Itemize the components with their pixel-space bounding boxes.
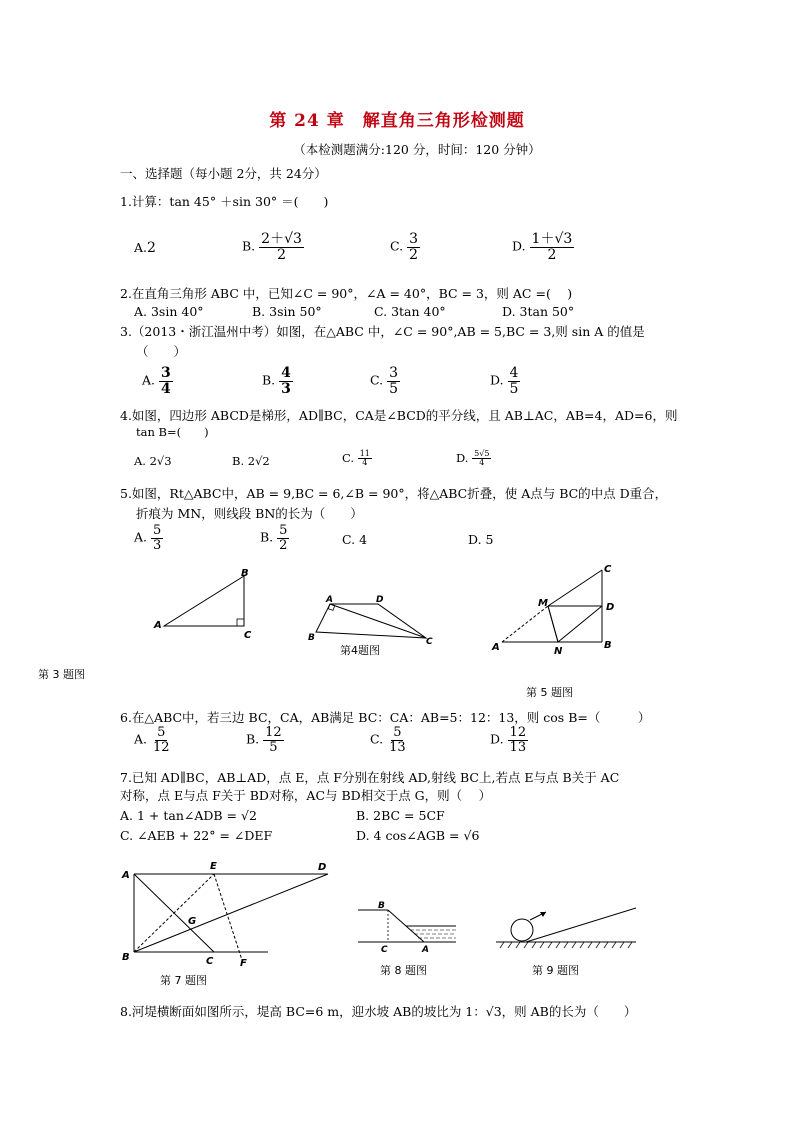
fig8-label-b: B bbox=[378, 901, 385, 911]
q3-stem: 3.（2013・浙江温州中考）如图，在△ABC 中，∠C = 90°,AB = 5,BC = 3,则 sin A 的值是 bbox=[120, 324, 645, 339]
q8-stem: 8.河堤横断面如图所示，堤高 BC=6 m，迎水坡 AB的坡比为 1：√3，则 AB的长为（ ） bbox=[120, 1004, 637, 1019]
fig7-label-e: E bbox=[210, 861, 217, 872]
fig4-label-a: A bbox=[326, 595, 333, 605]
fig5-label-m: M bbox=[538, 598, 548, 609]
fig5-label-d: D bbox=[606, 602, 615, 613]
q3-option-c: C. $\frac{3}{5}$ bbox=[370, 365, 398, 397]
q6-option-b: B. $\frac{12}{5}$ bbox=[246, 725, 282, 755]
section-heading: 一、选择题（每小题 2分，共 24分） bbox=[120, 166, 327, 181]
q1-option-d: D. $\frac{1+√3}{2}$ bbox=[512, 231, 573, 263]
fig7-label-b: B bbox=[122, 952, 130, 963]
q4-stem-cont: tan B=( ) bbox=[136, 425, 209, 439]
q5-option-a: A. $\frac{5}{3}$ bbox=[134, 523, 162, 553]
fig8-label-a: A bbox=[422, 945, 429, 955]
figure-4-caption: 第4题图 bbox=[340, 644, 380, 657]
q2-stem: 2.在直角三角形 ABC 中，已知∠C = 90°，∠A = 40°，BC = 3，则 AC =( ) bbox=[120, 286, 573, 301]
q6-option-d: D. $\frac{12}{13}$ bbox=[490, 725, 527, 755]
q1-option-c: C. $\frac{3}{2}$ bbox=[390, 231, 418, 263]
q5-option-c: C. 4 bbox=[342, 532, 368, 547]
fig5-label-c: C bbox=[604, 564, 612, 575]
figure-5-caption: 第 5 题图 bbox=[526, 686, 573, 699]
q1-option-b: B. $\frac{2+√3}{2}$ bbox=[242, 231, 302, 263]
q2-option-c: C. 3tan 40° bbox=[374, 304, 446, 319]
figure-7-construction bbox=[118, 856, 342, 970]
figure-9-slope-ball bbox=[490, 898, 640, 958]
fig4-label-d: D bbox=[376, 595, 384, 605]
q7-option-d: D. 4 cos∠AGB = √6 bbox=[356, 828, 480, 843]
figure-5-fold bbox=[488, 560, 620, 656]
figure-3-triangle bbox=[150, 564, 260, 644]
fig8-label-c: C bbox=[381, 945, 388, 955]
fig5-label-n: N bbox=[554, 646, 563, 656]
figure-8-embankment bbox=[354, 898, 460, 956]
q5-stem-cont: 折痕为 MN，则线段 BN的长为（ ） bbox=[136, 506, 363, 521]
exam-info: （本检测题满分:120 分，时间：120 分钟） bbox=[293, 142, 541, 157]
figure-9-caption: 第 9 题图 bbox=[532, 964, 579, 977]
q7-option-b: B. 2BC = 5CF bbox=[356, 808, 445, 823]
fig4-label-b: B bbox=[308, 633, 315, 643]
q7-option-c: C. ∠AEB + 22° = ∠DEF bbox=[120, 828, 273, 843]
fig7-label-g: G bbox=[188, 916, 197, 927]
fig7-label-c: C bbox=[206, 956, 214, 967]
fig5-label-b: B bbox=[604, 640, 612, 651]
q6-stem: 6.在△ABC中，若三边 BC，CA，AB满足 BC：CA：AB=5：12：13，则 cos B=（ ） bbox=[120, 710, 651, 725]
q5-option-b: B. $\frac{5}{2}$ bbox=[260, 523, 288, 553]
q3-option-b: B. $\frac{4}{3}$ bbox=[262, 365, 291, 397]
q5-stem: 5.如图，Rt△ABC中，AB = 9,BC = 6,∠B = 90°，将△ABC折叠，使 A点与 BC的中点 D重合， bbox=[120, 486, 668, 501]
q1-option-a: A.2 bbox=[134, 240, 156, 256]
fig3-label-a: A bbox=[154, 620, 162, 631]
q3-stem-bracket: （ ） bbox=[136, 344, 187, 359]
q4-option-d: D. $\frac{5√5}{4}$ bbox=[456, 449, 490, 468]
q5-option-d: D. 5 bbox=[468, 532, 494, 547]
fig3-label-b: B bbox=[241, 568, 249, 579]
q7-option-a: A. 1 + tan∠ADB = √2 bbox=[120, 808, 257, 823]
fig3-label-c: C bbox=[244, 630, 252, 641]
q1-stem: 1.计算：tan 45° ＋sin 30° ＝( ) bbox=[120, 194, 329, 209]
q6-option-a: A. $\frac{5}{12}$ bbox=[134, 725, 170, 755]
fig5-label-a: A bbox=[492, 642, 500, 653]
q4-option-c: C. $\frac{11}{4}$ bbox=[342, 449, 370, 468]
q4-stem: 4.如图，四边形 ABCD是梯形，AD∥BC，CA是∠BCD的平分线，且 AB⊥AC，AB=4，AD=6，则 bbox=[120, 408, 678, 423]
q3-option-d: D. $\frac{4}{5}$ bbox=[490, 365, 519, 397]
q4-option-b: B. 2√2 bbox=[232, 454, 270, 468]
q2-option-d: D. 3tan 50° bbox=[502, 304, 575, 319]
page-title: 第 24 章 解直角三角形检测题 bbox=[269, 111, 525, 131]
fig4-label-c: C bbox=[426, 637, 433, 647]
q7-stem: 7.已知 AD∥BC，AB⊥AD，点 E，点 F分别在射线 AD,射线 BC上,若点 E与点 B关于 AC bbox=[120, 770, 620, 785]
figure-7-caption: 第 7 题图 bbox=[160, 974, 207, 987]
q2-option-a: A. 3sin 40° bbox=[134, 304, 204, 319]
q7-stem-cont: 对称，点 E与点 F关于 BD对称，AC与 BD相交于点 G，则（ ） bbox=[120, 788, 492, 803]
figure-3-caption: 第 3 题图 bbox=[38, 668, 85, 681]
fig7-label-d: D bbox=[318, 862, 327, 873]
figure-4-trapezoid bbox=[306, 592, 436, 648]
fig7-label-a: A bbox=[122, 870, 130, 881]
q4-option-a: A. 2√3 bbox=[134, 454, 172, 468]
q2-option-b: B. 3sin 50° bbox=[252, 304, 322, 319]
ball-icon bbox=[511, 919, 533, 941]
q6-option-c: C. $\frac{5}{13}$ bbox=[370, 725, 406, 755]
figure-8-caption: 第 8 题图 bbox=[380, 964, 427, 977]
fig7-label-f: F bbox=[240, 958, 247, 969]
q3-option-a: A. $\frac{3}{4}$ bbox=[142, 365, 171, 397]
